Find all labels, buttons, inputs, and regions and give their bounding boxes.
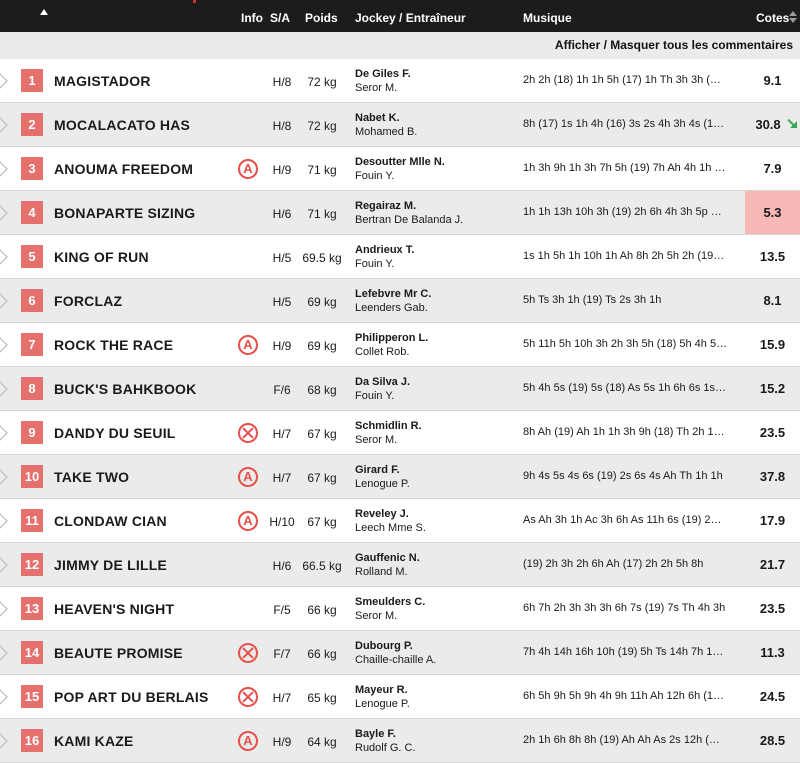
chevron-right-icon[interactable] <box>0 733 9 749</box>
jockey-name[interactable]: Gauffenic N. <box>355 552 420 564</box>
sex-age: H/6 <box>272 559 292 573</box>
trainer-name[interactable]: Lenogue P. <box>355 698 410 710</box>
info-glyph <box>242 427 254 439</box>
odds-cell <box>745 59 800 102</box>
form-history: (19) 2h 3h 2h 6h Ah (17) 2h 2h 5h 8h <box>523 558 704 570</box>
runner-number-badge: 13 <box>21 597 43 620</box>
odds-value: 17.9 <box>759 513 786 528</box>
trainer-name[interactable]: Fouin Y. <box>355 258 395 270</box>
column-header-info[interactable]: Info <box>241 11 263 25</box>
runner-number-badge: 1 <box>21 69 43 92</box>
form-history: 2h 2h (18) 1h 1h 5h (17) 1h Th 3h 3h (… <box>523 74 721 86</box>
toggle-all-comments-link[interactable]: Afficher / Masquer tous les commentaires <box>554 38 793 52</box>
horse-name[interactable]: TAKE TWO <box>54 469 130 485</box>
form-history: 5h 11h 5h 10h 3h 2h 3h 5h (18) 5h 4h 5… <box>523 338 728 350</box>
weight: 67 kg <box>307 515 337 529</box>
trainer-name[interactable]: Rudolf G. C. <box>355 742 416 754</box>
sex-age: H/9 <box>272 735 292 749</box>
chevron-right-icon[interactable] <box>0 73 9 89</box>
odds-cell <box>745 103 800 146</box>
form-history: 1h 1h 13h 10h 3h (19) 2h 6h 4h 3h 5p … <box>523 206 722 218</box>
weight: 67 kg <box>307 427 337 441</box>
jockey-name[interactable]: Schmidlin R. <box>355 420 422 432</box>
weight: 65 kg <box>307 691 337 705</box>
sex-age: H/9 <box>272 339 292 353</box>
jockey-name[interactable]: Girard F. <box>355 464 400 476</box>
odds-value: 15.9 <box>759 337 786 352</box>
runner-number-badge: 12 <box>21 553 43 576</box>
horse-name[interactable]: FORCLAZ <box>54 293 123 309</box>
status-a-icon[interactable] <box>238 511 258 531</box>
sex-age: H/8 <box>272 75 292 89</box>
info-glyph: A <box>243 337 253 352</box>
horse-name[interactable]: CLONDAW CIAN <box>54 513 167 529</box>
runner-number-badge: 7 <box>21 333 43 356</box>
odds-value: 13.5 <box>759 249 786 264</box>
chevron-right-icon[interactable] <box>0 557 9 573</box>
chevron-right-icon[interactable] <box>0 161 9 177</box>
non-runner-x-icon[interactable] <box>238 687 258 707</box>
runner-number-badge: 8 <box>21 377 43 400</box>
odds-cell <box>745 367 800 410</box>
form-history: 6h 7h 2h 3h 3h 3h 6h 7s (19) 7s Th 4h 3h <box>523 602 726 614</box>
runner-number-badge: 9 <box>21 421 43 444</box>
sex-age: H/8 <box>272 119 292 133</box>
trainer-name[interactable]: Fouin Y. <box>355 390 395 402</box>
horse-name[interactable]: BONAPARTE SIZING <box>54 205 196 221</box>
odds-value: 9.1 <box>763 73 782 88</box>
trainer-name[interactable]: Seror M. <box>355 82 398 94</box>
form-history: 8h (17) 1s 1h 4h (16) 3s 2s 4h 3h 4s (1… <box>523 118 725 130</box>
odds-cell <box>745 411 800 454</box>
form-history: 5h 4h 5s (19) 5s (18) As 5s 1h 6h 6s 1s… <box>523 382 727 394</box>
runner-row[interactable] <box>0 411 800 455</box>
weight: 66.5 kg <box>302 559 342 573</box>
horse-name[interactable]: BEAUTE PROMISE <box>54 645 183 661</box>
chevron-right-icon[interactable] <box>0 513 9 529</box>
jockey-name[interactable]: Andrieux T. <box>355 244 415 256</box>
runner-number-badge: 5 <box>21 245 43 268</box>
column-header-jockey[interactable]: Jockey / Entraîneur <box>355 11 466 25</box>
trainer-name[interactable]: Leech Mme S. <box>355 522 426 534</box>
jockey-name[interactable]: Lefebvre Mr C. <box>355 288 432 300</box>
odds-value: 5.3 <box>763 205 782 220</box>
odds-cell <box>745 323 800 366</box>
horse-name[interactable]: BUCK'S BAHKBOOK <box>54 381 197 397</box>
non-runner-x-icon[interactable] <box>238 423 258 443</box>
trainer-name[interactable]: Chaille-chaille A. <box>355 654 437 666</box>
runner-row[interactable] <box>0 587 800 631</box>
runner-row[interactable] <box>0 455 800 499</box>
sex-age: F/6 <box>273 383 291 397</box>
runner-row[interactable] <box>0 323 800 367</box>
info-glyph <box>242 691 254 703</box>
trainer-name[interactable]: Mohamed B. <box>355 126 418 138</box>
form-history: 6h 5h 9h 5h 9h 4h 9h 11h Ah 12h 6h (1… <box>523 690 725 702</box>
runner-number-badge: 2 <box>21 113 43 136</box>
non-runner-x-icon[interactable] <box>238 643 258 663</box>
odds-value: 28.5 <box>759 733 786 748</box>
runner-number-badge: 4 <box>21 201 43 224</box>
odds-value: 11.3 <box>760 645 785 660</box>
column-header-cotes[interactable]: Cotes <box>756 11 790 25</box>
odds-cell <box>745 191 800 234</box>
runner-row[interactable] <box>0 631 800 675</box>
runner-number-badge: 16 <box>21 729 43 752</box>
trainer-name[interactable]: Lenogue P. <box>355 478 410 490</box>
odds-value: 8.1 <box>763 293 782 308</box>
sex-age: H/7 <box>272 471 292 485</box>
weight: 69 kg <box>307 339 337 353</box>
runner-row[interactable] <box>0 719 800 763</box>
runner-number-badge: 6 <box>21 289 43 312</box>
jockey-name[interactable]: Da Silva J. <box>355 376 411 388</box>
runner-number-badge: 3 <box>21 157 43 180</box>
chevron-right-icon[interactable] <box>0 601 9 617</box>
weight: 64 kg <box>307 735 337 749</box>
horse-name[interactable]: MAGISTADOR <box>54 73 151 89</box>
odds-value: 15.2 <box>759 381 786 396</box>
trainer-name[interactable]: Bertran De Balanda J. <box>355 214 464 226</box>
chevron-right-icon[interactable] <box>0 425 9 441</box>
info-glyph <box>242 647 254 659</box>
form-history: 1h 3h 9h 1h 3h 7h 5h (19) 7h Ah 4h 1h … <box>523 162 726 174</box>
odds-cell <box>745 543 800 586</box>
odds-cell <box>745 719 800 762</box>
runners-table <box>0 59 800 763</box>
form-history: 1s 1h 5h 1h 10h 1h Ah 8h 2h 5h 2h (19… <box>523 250 725 262</box>
weight: 71 kg <box>307 207 337 221</box>
status-a-icon[interactable] <box>238 335 258 355</box>
table-header <box>0 0 800 32</box>
weight: 72 kg <box>307 75 337 89</box>
horse-name[interactable]: KAMI KAZE <box>54 733 134 749</box>
sex-age: H/6 <box>272 207 292 221</box>
info-glyph: A <box>243 161 253 176</box>
chevron-right-icon[interactable] <box>0 293 9 309</box>
sex-age: H/5 <box>272 251 292 265</box>
sex-age: H/5 <box>272 295 292 309</box>
jockey-name[interactable]: Mayeur R. <box>355 684 408 696</box>
chevron-right-icon[interactable] <box>0 205 9 221</box>
trainer-name[interactable]: Seror M. <box>355 434 398 446</box>
runner-row[interactable] <box>0 499 800 543</box>
horse-name[interactable]: JIMMY DE LILLE <box>54 557 167 573</box>
odds-value: 24.5 <box>759 689 786 704</box>
sex-age: F/5 <box>273 603 291 617</box>
chevron-right-icon[interactable] <box>0 117 9 133</box>
sex-age: F/7 <box>273 647 291 661</box>
odds-value: 7.9 <box>763 161 782 176</box>
runner-row[interactable] <box>0 191 800 235</box>
info-glyph: A <box>243 513 253 528</box>
odds-cell <box>745 587 800 630</box>
chevron-right-icon[interactable] <box>0 337 9 353</box>
odds-cell <box>745 455 800 498</box>
odds-value: 30.8 <box>755 117 781 132</box>
horse-name[interactable]: ANOUMA FREEDOM <box>54 161 194 177</box>
chevron-right-icon[interactable] <box>0 469 9 485</box>
trainer-name[interactable]: Seror M. <box>355 610 398 622</box>
odds-cell <box>745 147 800 190</box>
trainer-name[interactable]: Collet Rob. <box>355 346 410 358</box>
jockey-name[interactable]: Reveley J. <box>355 508 409 520</box>
runner-row[interactable] <box>0 147 800 191</box>
weight: 69.5 kg <box>302 251 342 265</box>
runner-row[interactable] <box>0 675 800 719</box>
sex-age: H/9 <box>272 163 292 177</box>
form-history: 2h 1h 6h 8h 8h (19) Ah Ah As 2s 12h (… <box>523 734 720 746</box>
sex-age: H/7 <box>272 691 292 705</box>
form-history: 8h Ah (19) Ah 1h 1h 3h 9h (18) Th 2h 1… <box>523 426 725 438</box>
horse-name[interactable]: DANDY DU SEUIL <box>54 425 176 441</box>
sex-age: H/10 <box>269 515 295 529</box>
horse-name[interactable]: KING OF RUN <box>54 249 149 265</box>
odds-cell <box>745 499 800 542</box>
runner-row[interactable] <box>0 367 800 411</box>
jockey-name[interactable]: Bayle F. <box>355 728 396 740</box>
status-a-icon[interactable] <box>238 731 258 751</box>
weight: 68 kg <box>307 383 337 397</box>
weight: 69 kg <box>307 295 337 309</box>
weight: 66 kg <box>307 603 337 617</box>
form-history: 5h Ts 3h 1h (19) Ts 2s 3h 1h <box>523 294 662 306</box>
form-history: 7h 4h 14h 16h 10h (19) 5h Ts 14h 7h 1… <box>523 646 724 658</box>
horse-name[interactable]: ROCK THE RACE <box>54 337 174 353</box>
jockey-name[interactable]: Regairaz M. <box>355 200 417 212</box>
form-history: As Ah 3h 1h Ac 3h 6h As 11h 6s (19) 2… <box>523 514 722 526</box>
runner-number-badge: 10 <box>21 465 43 488</box>
trainer-name[interactable]: Leenders Gab. <box>355 302 428 314</box>
weight: 71 kg <box>307 163 337 177</box>
jockey-name[interactable]: Desoutter Mlle N. <box>355 156 445 168</box>
odds-cell <box>745 235 800 278</box>
weight: 67 kg <box>307 471 337 485</box>
chevron-right-icon[interactable] <box>0 645 9 661</box>
sex-age: H/7 <box>272 427 292 441</box>
jockey-name[interactable]: Nabet K. <box>355 112 400 124</box>
column-header-poids[interactable]: Poids <box>305 11 338 25</box>
chevron-right-icon[interactable] <box>0 249 9 265</box>
column-header-musique[interactable]: Musique <box>523 11 572 25</box>
runner-row[interactable] <box>0 235 800 279</box>
trainer-name[interactable]: Rolland M. <box>355 566 408 578</box>
runner-number-badge: 14 <box>21 641 43 664</box>
form-history: 9h 4s 5s 4s 6s (19) 2s 6s 4s Ah Th 1h 1h <box>523 470 723 482</box>
jockey-name[interactable]: Smeulders C. <box>355 596 426 608</box>
comments-toggle-bar <box>0 32 800 59</box>
runner-row[interactable] <box>0 279 800 323</box>
sort-ascending-icon[interactable] <box>40 9 48 15</box>
runner-row[interactable] <box>0 543 800 587</box>
sort-toggle-icon[interactable] <box>789 11 797 23</box>
runner-row[interactable] <box>0 103 800 147</box>
jockey-name[interactable]: Philipperon L. <box>355 332 429 344</box>
down-arrow-icon <box>787 119 797 129</box>
weight: 66 kg <box>307 647 337 661</box>
status-a-icon[interactable] <box>238 467 258 487</box>
odds-value: 37.8 <box>759 469 786 484</box>
header-accent-mark <box>193 0 196 3</box>
runner-number-badge: 11 <box>21 509 43 532</box>
chevron-right-icon[interactable] <box>0 689 9 705</box>
column-header-sa[interactable]: S/A <box>270 11 291 25</box>
weight: 72 kg <box>307 119 337 133</box>
horse-name[interactable]: POP ART DU BERLAIS <box>54 689 209 705</box>
horse-name[interactable]: MOCALACATO HAS <box>54 117 191 133</box>
odds-cell <box>745 675 800 718</box>
status-a-icon[interactable] <box>238 159 258 179</box>
info-glyph: A <box>243 469 253 484</box>
horse-name[interactable]: HEAVEN'S NIGHT <box>54 601 175 617</box>
odds-value: 23.5 <box>759 425 786 440</box>
odds-cell <box>745 279 800 322</box>
jockey-name[interactable]: Dubourg P. <box>355 640 413 652</box>
runner-number-badge: 15 <box>21 685 43 708</box>
chevron-right-icon[interactable] <box>0 381 9 397</box>
trainer-name[interactable]: Fouin Y. <box>355 170 395 182</box>
runner-row[interactable] <box>0 59 800 103</box>
odds-value: 23.5 <box>759 601 786 616</box>
info-glyph: A <box>243 733 253 748</box>
jockey-name[interactable]: De Giles F. <box>355 68 411 80</box>
odds-value: 21.7 <box>759 557 786 572</box>
odds-cell <box>745 631 800 674</box>
